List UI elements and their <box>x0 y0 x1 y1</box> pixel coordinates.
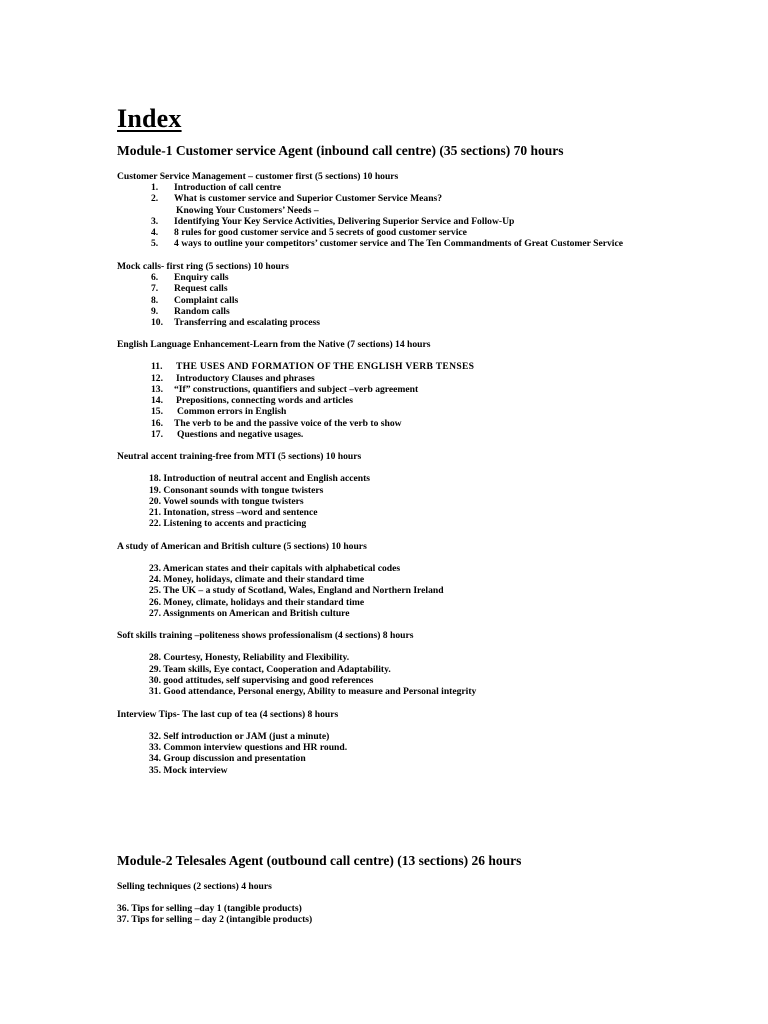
section-heading: Interview Tips- The last cup of tea (4 sections) 8 hours <box>117 709 339 720</box>
index-title: Index <box>117 104 182 133</box>
section-heading: Customer Service Management – customer first (5 sections) 10 hours <box>117 171 399 182</box>
section-heading: Soft skills training –politeness shows professionalism (4 sections) 8 hours <box>117 630 414 641</box>
document-page: Index Module-1 Customer service Agent (inbound call centre) (35 sections) 70 hours Customer Service Management – customer first (5 sections) 10 hours 1. Introduction of call centre 2. What is customer service and Superior Customer Service Means? Knowing Your Customers’ Needs – 3. Identifying Your Key Service Activities, Delivering Superior Service and Follow-Up 4. 8 rules for good customer service and 5 secrets of good customer service 5. 4 ways to outline your competitors’ customer service and The Ten Commandments of Great Customer Service Mock calls- first ring (5 sections) 10 hours 6. Enquiry calls 7. Request calls 8. Complaint calls 9. Random calls 10. Transferring and escalating process English Language Enhancement-Learn from the Native (7 sections) 14 hours 11. THE USES AND FORMATION OF THE ENGLISH VERB TENSES 12. Introductory Clauses and phrases 13. “If” constructions, quantifiers and subject –verb agreement 14. Prepositions, connecting words and articles 15. Common errors in English 16. The verb to be and the passive voice of the verb to show 17. Questions and negative usages. Neutral accent training-free from MTI (5 sections) 10 hours 18. Introduction of neutral accent and English accents 19. Consonant sounds with tongue twisters 20. Vowel sounds with tongue twisters 21. Intonation, stress –word and sentence 22. Listening to accents and practicing A study of American and British culture (5 sections) 10 hours 23. American states and their capitals with alphabetical codes 24. Money, holidays, climate and their standard time 25. The UK – a study of Scotland, Wales, England and Northern Ireland 26. Money, climate, holidays and their standard time 27. Assignments on American and British culture Soft skills training –politeness shows professionalism (4 sections) 8 hours 28. Courtesy, Honesty, Reliability and Flexibility. 29. Team skills, Eye contact, Cooperation and Adaptability. 30. good attitudes, self supervising and good references 31. Good attendance, Personal energy, Ability to measure and Personal integrity Interview Tips- The last cup of tea (4 sections) 8 hours 32. Self introduction or JAM (just a minute) 33. Common interview questions and HR round. 34. Group discussion and presentation 35. Mock interview Module-2 Telesales Agent (outbound call centre) (13 sections) 26 hours Selling techniques (2 sections) 4 hours 36. Tips for selling –day 1 (tangible products) 37. Tips for selling – day 2 (intangible products) <box>117 104 623 925</box>
section-heading: Neutral accent training-free from MTI (5 sections) 10 hours <box>117 451 362 462</box>
section-heading: A study of American and British culture (5 sections) 10 hours <box>117 541 367 552</box>
module-1-heading: Module-1 Customer service Agent (inbound call centre) (35 sections) 70 hours <box>117 143 564 158</box>
section-heading: Selling techniques (2 sections) 4 hours <box>117 881 272 892</box>
section-heading: English Language Enhancement-Learn from the Native (7 sections) 14 hours <box>117 339 431 350</box>
section-heading: Mock calls- first ring (5 sections) 10 hours <box>117 261 289 272</box>
module-2-heading: Module-2 Telesales Agent (outbound call centre) (13 sections) 26 hours <box>117 853 522 868</box>
